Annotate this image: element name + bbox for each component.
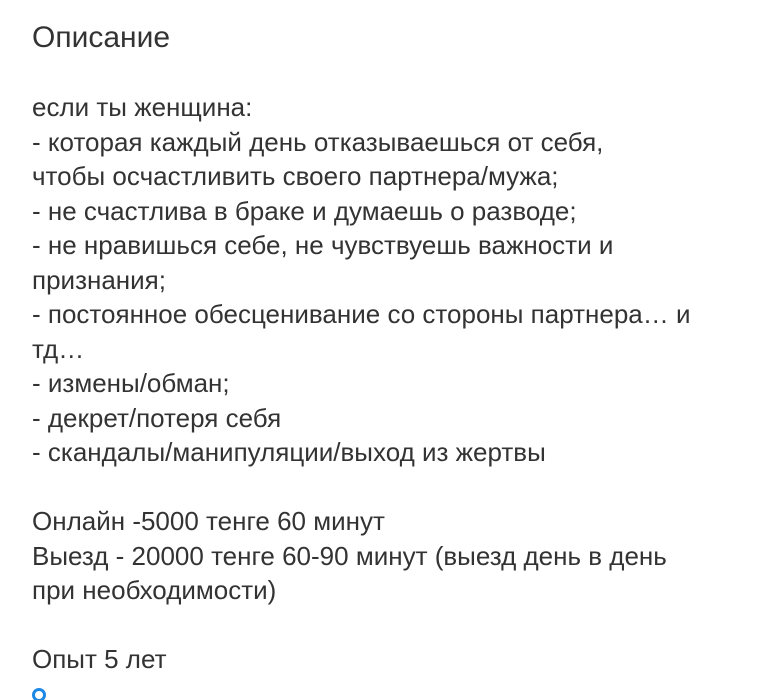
description-text	[32, 90, 732, 677]
description-line: - которая каждый день отказываешься от себя,	[32, 126, 604, 157]
description-line: - скандалы/манипуляции/выход из жертвы	[32, 437, 546, 467]
description-line: - постоянное обесценивание со стороны партнера… и	[32, 299, 691, 329]
description-line: - не счастлива в браке и думаешь о разводе;	[32, 195, 577, 226]
description-line: - не нравишься себе, не чувствуешь важности и	[32, 230, 614, 260]
price-visit-note: при необходимости)	[32, 575, 277, 605]
description-line: - декрет/потеря себя	[32, 402, 282, 433]
section-title: Описание	[32, 21, 171, 54]
description-line: чтобы осчастливить своего партнера/мужа;	[32, 161, 559, 191]
blank-line	[32, 608, 732, 643]
description-line: если ты женщина:	[32, 92, 253, 122]
description-line: - измены/обман;	[32, 368, 230, 398]
partial-icon[interactable]	[32, 688, 46, 700]
experience: Опыт 5 лет	[32, 644, 167, 674]
description-line: признания;	[32, 264, 166, 295]
blank-line	[32, 470, 732, 505]
price-visit: Выезд - 20000 тенге 60-90 минут (выезд день в день	[32, 540, 667, 571]
price-online: Онлайн -5000 тенге 60 минут	[32, 506, 385, 536]
description-line: тд…	[32, 333, 85, 364]
